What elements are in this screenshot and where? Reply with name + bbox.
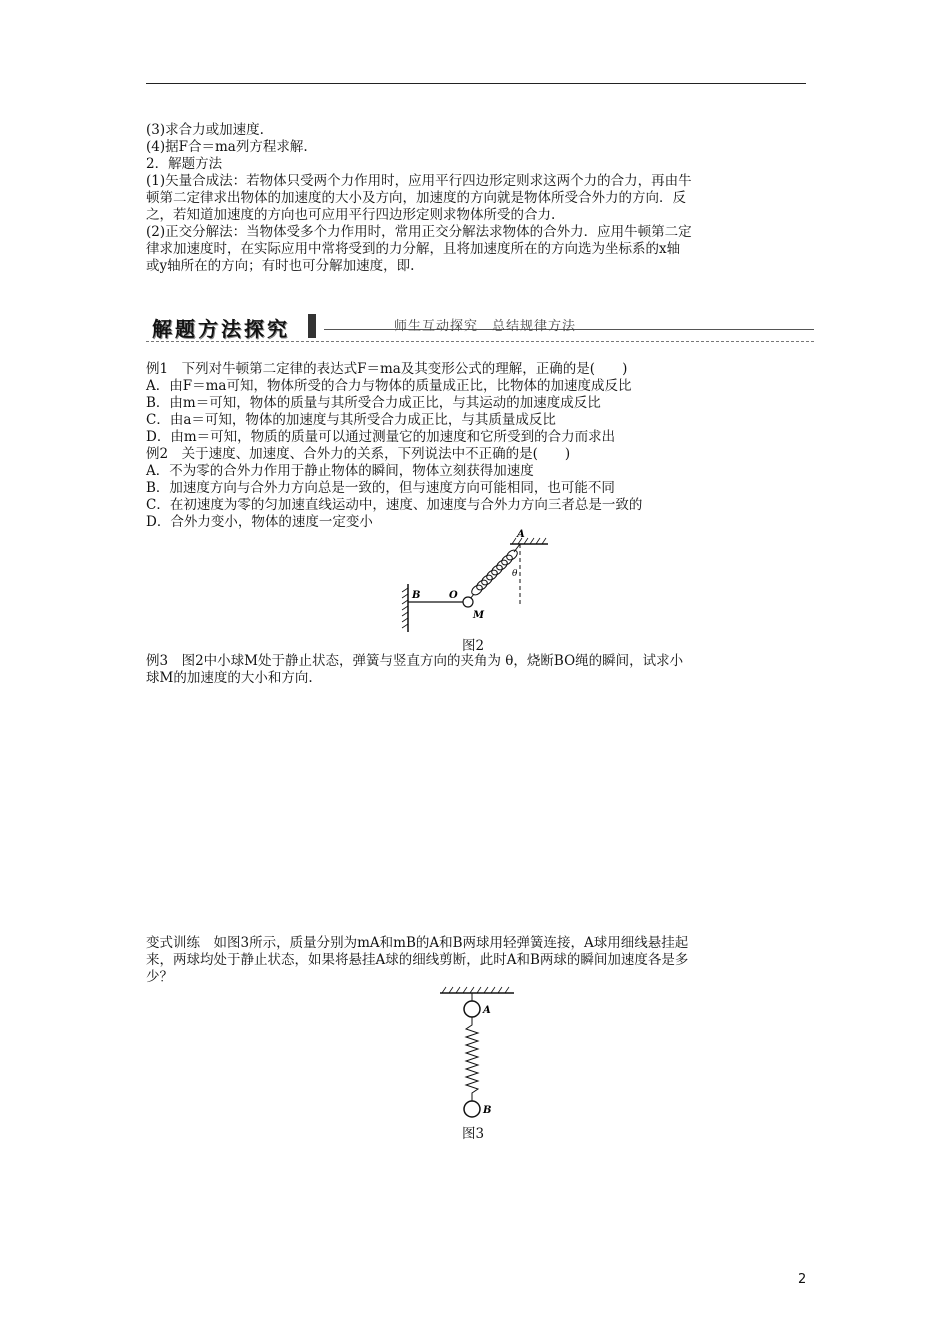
text-line: 球M的加速度的大小和方向. xyxy=(146,670,313,686)
text-line: 律求加速度时，在实际应用中常将受到的力分解，且将加速度所在的方向选为坐标系的x轴 xyxy=(146,241,681,257)
text-line: C．在初速度为零的匀加速直线运动中，速度、加速度与合外力方向三者总是一致的 xyxy=(146,497,643,513)
example-3-block xyxy=(146,653,814,687)
method-text-block xyxy=(146,122,814,275)
page-number: 2 xyxy=(798,1272,807,1287)
text-line: 例2 关于速度、加速度、合外力的关系，下列说法中不正确的是( ) xyxy=(146,446,571,462)
text-line: A．不为零的合外力作用于静止物体的瞬间，物体立刻获得加速度 xyxy=(146,463,534,479)
text-line: 来，两球均处于静止状态，如果将悬挂A球的细线剪断，此时A和B两球的瞬间加速度各是多 xyxy=(146,952,689,968)
section-banner xyxy=(146,311,814,341)
text-line: 例3 图2中小球M处于静止状态，弹簧与竖直方向的夹角为 θ，烧断BO绳的瞬间，试求小 xyxy=(146,653,684,669)
examples-block xyxy=(146,361,814,531)
label-A: A xyxy=(517,529,525,540)
text-line: 例1 下列对牛顿第二定律的表达式F＝ma及其变形公式的理解，正确的是( ) xyxy=(146,361,628,377)
figure-2-caption: 图2 xyxy=(462,638,485,654)
banner-dashed-rule xyxy=(146,341,814,342)
figure-3-diagram xyxy=(430,983,520,1143)
text-line: 或y轴所在的方向；有时也可分解加速度，即. xyxy=(146,258,415,274)
label-B: B xyxy=(412,590,421,601)
figure-3-caption: 图3 xyxy=(462,1126,485,1142)
label-theta: θ xyxy=(512,569,518,579)
section-title: 解题方法探究 xyxy=(152,317,290,341)
text-line: B．加速度方向与合外力方向总是一致的，但与速度方向可能相同，也可能不同 xyxy=(146,480,615,496)
variant-training-block xyxy=(146,935,814,986)
label-M: M xyxy=(473,610,485,621)
text-line: 变式训练 如图3所示，质量分别为mA和mB的A和B两球用轻弹簧连接，A球用细线悬挂起 xyxy=(146,935,689,951)
label-A: A xyxy=(483,1005,491,1016)
text-line: 2．解题方法 xyxy=(146,156,223,172)
text-line: A．由F＝ma可知，物体所受的合力与物体的质量成正比，比物体的加速度成反比 xyxy=(146,378,632,394)
label-B: B xyxy=(483,1105,492,1116)
text-line: (4)据F合＝ma列方程求解. xyxy=(146,139,308,155)
text-line: C．由a＝可知，物体的加速度与其所受合力成正比，与其质量成反比 xyxy=(146,412,556,428)
banner-bar xyxy=(308,314,316,338)
label-O: O xyxy=(449,590,458,601)
text-line: (2)正交分解法：当物体受多个力作用时，常用正交分解法求物体的合外力．应用牛顿第二定 xyxy=(146,224,692,240)
text-line: (3)求合力或加速度. xyxy=(146,122,264,138)
text-line: B．由m＝可知，物体的质量与其所受合力成正比，与其运动的加速度成反比 xyxy=(146,395,601,411)
figure-2-diagram xyxy=(400,528,560,634)
section-subtitle: 师生互动探究 总结规律方法 xyxy=(394,319,577,334)
text-line: D．由m＝可知，物质的质量可以通过测量它的加速度和它所受到的合力而求出 xyxy=(146,429,616,445)
text-line: 少？ xyxy=(146,969,173,985)
text-line: (1)矢量合成法：若物体只受两个力作用时，应用平行四边形定则求这两个力的合力，再由牛 xyxy=(146,173,692,189)
text-line: 之，若知道加速度的方向也可应用平行四边形定则求物体所受的合力. xyxy=(146,207,556,223)
header-rule xyxy=(146,83,806,84)
text-line: D．合外力变小，物体的速度一定变小 xyxy=(146,514,373,530)
text-line: 顿第二定律求出物体的加速度的大小及方向，加速度的方向就是物体所受合外力的方向．反 xyxy=(146,190,686,206)
